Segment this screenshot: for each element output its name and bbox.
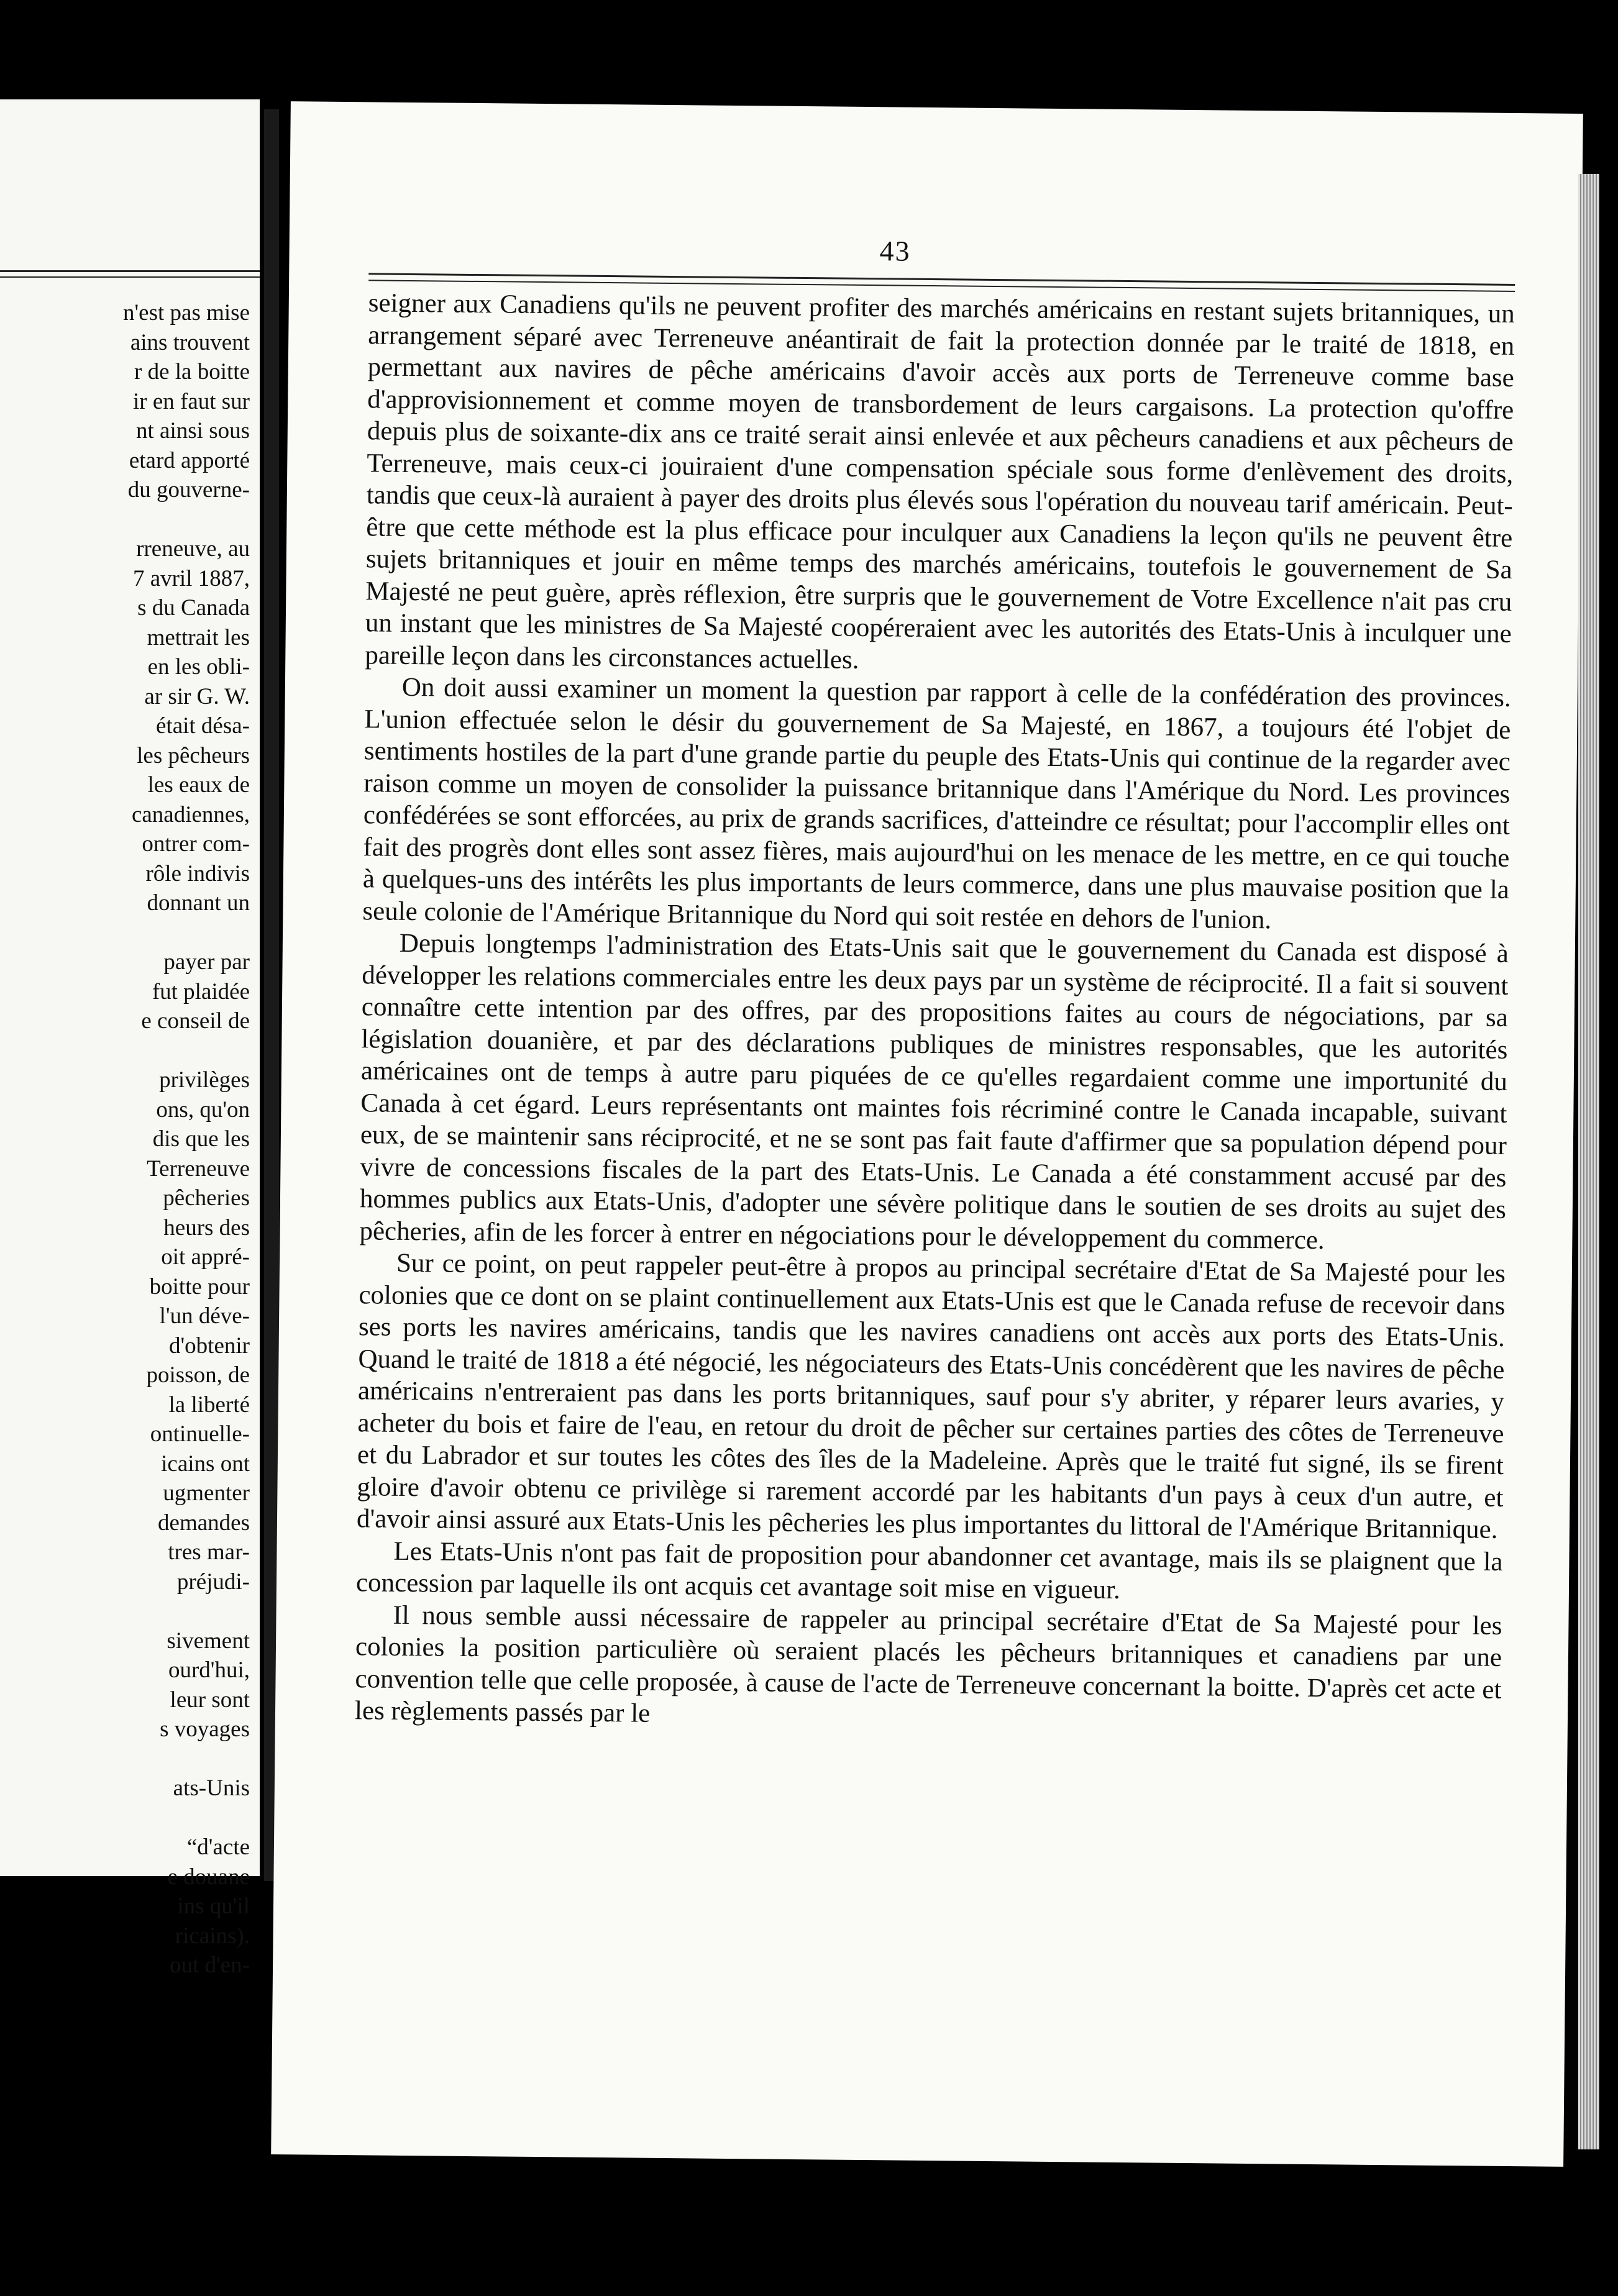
left-page-line: ar sir G. W. <box>144 683 250 709</box>
left-page-line: préjudi- <box>176 1569 250 1595</box>
left-page-line: en les obli- <box>147 654 250 680</box>
left-page-line: nt ainsi sous <box>136 418 250 444</box>
left-page-line: canadiennes, <box>131 801 250 827</box>
left-page-line: out d'en- <box>170 1952 250 1978</box>
left-page-fragment <box>0 99 260 1978</box>
left-page-text <box>0 298 250 1980</box>
left-page-line: les eaux de <box>147 772 250 798</box>
left-page-line: e conseil de <box>141 1008 250 1034</box>
left-page-line: sivement <box>167 1628 250 1654</box>
left-page-line: la liberté <box>168 1392 250 1418</box>
left-page-line: rreneuve, au <box>136 536 250 562</box>
left-page-line: ins qu'il <box>177 1893 250 1919</box>
left-page-line: rôle indivis <box>145 860 250 886</box>
right-page <box>271 101 1583 2167</box>
left-page-line: dis que les <box>152 1126 250 1152</box>
left-page-line: ricains). <box>175 1923 250 1949</box>
paragraph-6: Il nous semble aussi nécessaire de rappeler au principal secrétaire d'Etat de Sa Majesté pour les colonies la position particulière où seraient placés les pêcheurs britanniques et canadiens par une convention telle que celle proposée, à cause de l'acte de Terreneuve concernant la boitte. D'après cet acte et les règlements passés par le <box>354 1600 1502 1728</box>
left-page-line <box>0 1803 250 1833</box>
left-page-line: n'est pas mise <box>123 300 250 326</box>
left-page-line: ir en faut sur <box>132 388 250 414</box>
left-page-line <box>0 1597 250 1626</box>
left-page-line: Terreneuve <box>147 1155 250 1182</box>
left-page-line: payer par <box>163 949 250 975</box>
paragraph-5: Les Etats-Unis n'ont pas fait de proposition pour abandonner cet avantage, mais ils se plaignent que la concession par laquelle ils ont acquis cet avantage soit mise en vigueur. <box>355 1536 1503 1605</box>
left-page-line <box>0 918 250 948</box>
left-page-line: tres mar- <box>168 1539 250 1565</box>
paragraph-3: Depuis longtemps l'administration des Etats-Unis sait que le gouvernement du Canada est disposé à développer les relations commerciales entre les deux pays par un système de réciprocité. Il a fait si souvent connaître cette intention par des offres, par des propositions faites au cours de négociations, par sa législation douanière, et par des déclarations publiques de ministres responsables, que les autorités américaines ont de temps à autre paru piquées de ce qu'elles regardaient comme une importunité du Canada à cet égard. Leurs représentants ont maintes fois récriminé contre le Canada incapable, suivant eux, de se maintenir sans réciprocité, et ne se sont pas fait faute d'affirmer que sa population dépend pour vivre de concessions fiscales de la part des Etats-Unis. Le Canada a été constamment accusé par des hommes publics aux Etats-Unis, d'adopter une sévère politique dans le soutien de ses droits au sujet des pêcheries, afin de les forcer à entrer en négociations pour le développement du commerce. <box>359 928 1509 1255</box>
left-page-line: fut plaidée <box>152 978 250 1004</box>
left-header-rule <box>0 270 260 272</box>
left-page-line: privilèges <box>159 1067 250 1093</box>
left-page-line: l'un déve- <box>159 1303 250 1329</box>
page-number: 43 <box>879 235 911 267</box>
paragraph-2: On doit aussi examiner un moment la question par rapport à celle de la confédération des provinces. L'union effectuée selon le désir du gouvernement de Sa Majesté, en 1867, a toujours été l'objet de sentiments hostiles de la part d'une grande partie du peuple des Etats-Unis qui continue de la regarder avec raison comme un moyen de consolider la puissance britannique dans l'Amérique du Nord. Les provinces confédérées se sont efforcées, au prix de grands sacrifices, d'atteindre ce résultat; pour l'accomplir elles ont fait des progrès dont elles sont assez fières, mais aujourd'hui on les menace de les mettre, en ce qui touche à quelques-uns des intérêts les plus importants de leurs commerce, dans une plus mauvaise position que la seule colonie de l'Amérique Britannique du Nord qui soit restée en dehors de l'union. <box>362 672 1512 934</box>
left-header-rule-thin <box>0 276 260 278</box>
left-page-line: s du Canada <box>137 595 250 621</box>
left-page-line <box>0 505 250 535</box>
left-page-line: oit appré- <box>161 1244 250 1270</box>
left-page-line: poisson, de <box>146 1362 250 1388</box>
left-page-line <box>0 1036 250 1066</box>
left-page-line: icains ont <box>161 1451 250 1477</box>
paragraph-4: Sur ce point, on peut rappeler peut-être à propos au principal secrétaire d'Etat de Sa Majesté pour les colonies que ce dont on se plaint continuellement aux Etats-Unis est que le Canada refuse de recevoir dans ses ports les navires américains, tandis que les navires canadiens ont accès aux ports des Etats-Unis. Quand le traité de 1818 a été négocié, les négociateurs des Etats-Unis concédèrent que les navires de pêche américains n'entreraient pas dans les ports britanniques, sauf pour s'y abriter, y réparer leurs avaries, y acheter du bois et faire de l'eau, en retour du droit de pêcher sur certaines parties des côtes de Terreneuve et du Labrador et sur toutes les côtes des îles de la Madeleine. Après que le traité fut signé, ils se firent gloire d'avoir obtenu ce privilège si rarement accordé par les habitants d'un pays à ceux d'un autre, et d'avoir ainsi assuré aux Etats-Unis les pêcheries les plus importantes du littoral de l'Amérique Britannique. <box>356 1248 1506 1544</box>
left-page-line: du gouverne- <box>127 477 250 503</box>
left-page-line: pêcheries <box>163 1185 250 1211</box>
body-text <box>355 287 1515 1738</box>
left-page-line: e douane <box>167 1864 250 1890</box>
page-edge-stack <box>1578 174 1599 2149</box>
left-page-line: mettrait les <box>147 624 250 650</box>
left-page-line: ugmenter <box>163 1480 250 1506</box>
left-page-line: ats-Unis <box>173 1775 250 1801</box>
left-page-line: d'obtenir <box>169 1332 250 1359</box>
left-page-line: ons, qu'on <box>156 1096 250 1123</box>
left-page-line: s voyages <box>160 1716 250 1742</box>
left-page-line: ontrer com- <box>142 831 250 857</box>
left-page-line: ains trouvent <box>130 329 250 355</box>
left-page-line: les pêcheurs <box>137 742 250 768</box>
header-rule <box>368 273 1515 286</box>
left-page-line: “d'acte <box>186 1834 250 1860</box>
paragraph-1: seigner aux Canadiens qu'ils ne peuvent profiter des marchés américains en restant sujets britanniques, un arrangement séparé avec Terreneuve anéantirait de fait la protection donnée par le traité de 1818, en permettant aux navires de pêche américains d'avoir accès aux ports de Terreneuve comme base d'approvisionnement et comme moyen de transbordement de leurs cargaisons. La protection qu'offre depuis plus de soixante-dix ans ce traité serait ainsi enlevée et aux pêcheurs canadiens et aux pêcheurs de Terreneuve, mais ceux-ci jouiraient d'une compensation spéciale sous forme d'enlèvement des droits, tandis que ceux-là auraient à payer des droits plus élevés sous l'opération du nouveau tarif américain. Peut-être que cette méthode est la plus efficace pour inculquer aux Canadiens la leçon qu'ils ne peuvent être sujets britanniques et jouir en même temps des marchés américains, toutefois le gouvernement de Sa Majesté ne peut guère, après réflexion, être surpris que le gouvernement de Votre Excellence n'ait pas cru un instant que les ministres de Sa Majesté coopéreraient avec les autorités des Etats-Unis à inculquer une pareille leçon dans les circonstances actuelles. <box>365 288 1515 675</box>
left-page-line: demandes <box>158 1510 250 1536</box>
left-page-line: heurs des <box>163 1214 250 1241</box>
left-page-line: donnant un <box>147 890 250 916</box>
left-page-line: ontinuelle- <box>150 1421 250 1447</box>
left-page-line: etard apporté <box>129 447 250 473</box>
left-page-line: 7 avril 1887, <box>132 565 250 591</box>
left-page-line <box>0 1744 250 1774</box>
left-page-line: leur sont <box>170 1687 250 1713</box>
left-page-line: ourd'hui, <box>168 1657 250 1683</box>
left-page-line: était désa- <box>156 713 250 739</box>
left-page-line: boitte pour <box>149 1273 250 1300</box>
left-page-line: r de la boitte <box>134 359 250 385</box>
